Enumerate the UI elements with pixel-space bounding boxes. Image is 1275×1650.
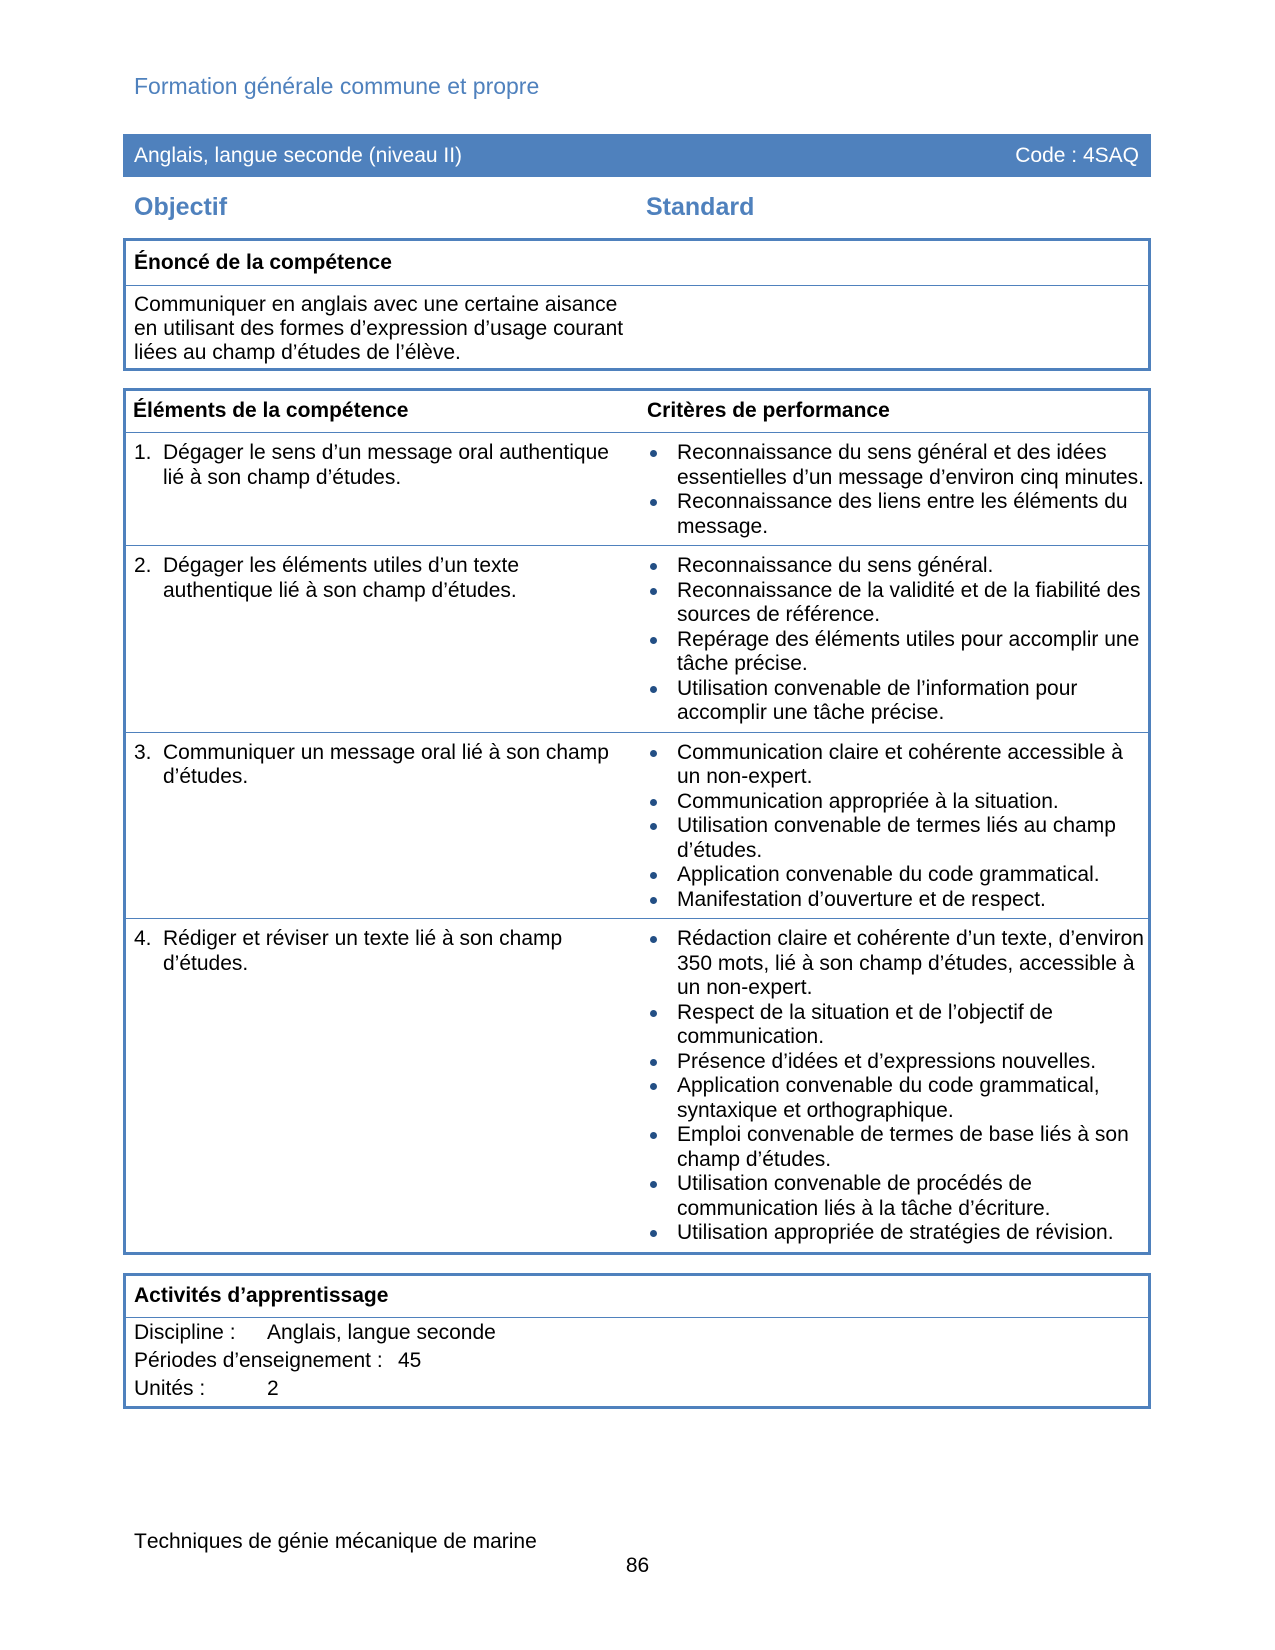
element-number: 2. (134, 554, 152, 577)
element-number: 1. (134, 441, 152, 464)
page-number: 86 (625, 1554, 650, 1577)
criterion-item (677, 863, 1148, 888)
criterion-item (677, 790, 1148, 815)
units-label: Unités : (134, 1377, 206, 1400)
table-header-row (126, 391, 1148, 433)
bullet-icon (650, 1059, 657, 1066)
competency-statement-heading: Énoncé de la compétence (126, 241, 1148, 286)
bullet-icon (650, 1230, 657, 1237)
objective-heading: Objectif (134, 193, 228, 221)
criterion-text: Emploi convenable de termes de base liés à son champ d’études. (677, 1123, 1129, 1171)
periods-row (134, 1347, 1148, 1375)
criterion-text: Reconnaissance du sens général et des idées essentielles d’un message d’environ cinq minutes. (677, 441, 1144, 489)
element-item (126, 554, 640, 603)
criterion-item (677, 1221, 1148, 1246)
criterion-item (677, 1123, 1148, 1172)
criterion-text: Utilisation convenable de procédés de communication liés à la tâche d’écriture. (677, 1172, 1051, 1220)
criterion-item (677, 741, 1148, 790)
element-cell (126, 927, 640, 1246)
criteria-list (640, 927, 1148, 1246)
criterion-text: Manifestation d’ouverture et de respect. (677, 887, 1046, 911)
section-title: Formation générale commune et propre (134, 73, 540, 99)
criterion-text: Rédaction claire et cohérente d’un texte, d’environ 350 mots, lié à son champ d’études, accessible à un non-expert. (677, 927, 1144, 999)
table-row (126, 546, 1148, 733)
criterion-item (677, 677, 1148, 726)
element-item (126, 741, 640, 790)
criterion-item (677, 927, 1148, 1001)
bullet-icon (650, 872, 657, 879)
criteria-cell (640, 927, 1148, 1246)
bullet-icon (650, 1083, 657, 1090)
criteria-list (640, 441, 1148, 539)
discipline-value: Anglais, langue seconde (267, 1321, 496, 1344)
bullet-icon (650, 936, 657, 943)
criteria-cell (640, 441, 1148, 539)
criteria-list (640, 741, 1148, 913)
element-cell (126, 741, 640, 913)
footer-program-name: Techniques de génie mécanique de marine (134, 1530, 537, 1553)
course-title-bar (123, 134, 1151, 177)
elements-heading: Éléments de la compétence (133, 399, 409, 422)
criterion-text: Repérage des éléments utiles pour accomplir une tâche précise. (677, 627, 1140, 675)
criterion-item (677, 490, 1148, 539)
course-code: Code : 4SAQ (1015, 144, 1139, 167)
element-cell (126, 441, 640, 539)
criteria-heading: Critères de performance (647, 399, 890, 422)
units-row (134, 1375, 1148, 1403)
criterion-text: Utilisation appropriée de stratégies de révision. (677, 1221, 1114, 1244)
criterion-item (677, 1050, 1148, 1075)
criteria-cell (640, 554, 1148, 726)
periods-value: 45 (398, 1349, 422, 1372)
bullet-icon (650, 686, 657, 693)
periods-label: Périodes d’enseignement : (134, 1349, 383, 1372)
criterion-text: Application convenable du code grammatical, syntaxique et orthographique. (677, 1074, 1100, 1122)
criterion-text: Présence d’idées et d’expressions nouvelles. (677, 1049, 1097, 1073)
learning-activities-box (123, 1273, 1151, 1409)
competency-statement-text: Communiquer en anglais avec une certaine aisance en utilisant des formes d’expression d’usage courant liées au champ d’études de l’élève. (134, 293, 624, 364)
discipline-label: Discipline : (134, 1321, 236, 1344)
criterion-item (677, 888, 1148, 913)
criterion-text: Utilisation convenable de termes liés au champ d’études. (677, 814, 1116, 862)
bullet-icon (650, 563, 657, 570)
criterion-text: Communication claire et cohérente accessible à un non-expert. (677, 740, 1123, 788)
element-text: Communiquer un message oral lié à son champ d’études. (163, 740, 609, 788)
criterion-item (677, 579, 1148, 628)
bullet-icon (650, 1010, 657, 1017)
bullet-icon (650, 588, 657, 595)
table-row (126, 733, 1148, 920)
bullet-icon (650, 750, 657, 757)
bullet-icon (650, 450, 657, 457)
criterion-item (677, 628, 1148, 677)
competency-table (123, 388, 1151, 1255)
bullet-icon (650, 897, 657, 904)
element-text: Dégager les éléments utiles d’un texte authentique lié à son champ d’études. (163, 554, 520, 602)
units-value: 2 (267, 1377, 279, 1400)
criterion-text: Reconnaissance de la validité et de la fiabilité des sources de référence. (677, 578, 1141, 626)
learning-activities-body (126, 1318, 1148, 1403)
element-item (126, 927, 640, 976)
criterion-item (677, 1001, 1148, 1050)
criterion-text: Application convenable du code grammatical. (677, 863, 1100, 886)
competency-statement-box (123, 238, 1151, 371)
bullet-icon (650, 637, 657, 644)
criterion-text: Respect de la situation et de l’objectif de communication. (677, 1000, 1053, 1048)
competency-statement-body (126, 286, 1148, 365)
table-row (126, 919, 1148, 1252)
criterion-item (677, 1074, 1148, 1123)
criterion-text: Communication appropriée à la situation. (677, 789, 1059, 813)
criterion-text: Reconnaissance du sens général. (677, 554, 994, 577)
criterion-item (677, 554, 1148, 579)
bullet-icon (650, 1181, 657, 1188)
bullet-icon (650, 1132, 657, 1139)
table-row (126, 433, 1148, 546)
element-number: 3. (134, 740, 152, 764)
criterion-text: Reconnaissance des liens entre les éléments du message. (677, 490, 1128, 538)
element-text: Dégager le sens d’un message oral authentique lié à son champ d’études. (163, 441, 609, 489)
criterion-item (677, 441, 1148, 490)
learning-activities-heading: Activités d’apprentissage (126, 1276, 1148, 1318)
element-number: 4. (134, 927, 152, 950)
bullet-icon (650, 799, 657, 806)
discipline-row (134, 1319, 1148, 1347)
element-item (126, 441, 640, 490)
bullet-icon (650, 499, 657, 506)
criteria-cell (640, 741, 1148, 913)
element-text: Rédiger et réviser un texte lié à son champ d’études. (163, 927, 563, 975)
criterion-item (677, 814, 1148, 863)
criterion-item (677, 1172, 1148, 1221)
standard-heading: Standard (646, 193, 755, 221)
criteria-list (640, 554, 1148, 726)
bullet-icon (650, 823, 657, 830)
element-cell (126, 554, 640, 726)
course-title: Anglais, langue seconde (niveau II) (134, 144, 463, 167)
criterion-text: Utilisation convenable de l’information pour accomplir une tâche précise. (677, 676, 1078, 724)
